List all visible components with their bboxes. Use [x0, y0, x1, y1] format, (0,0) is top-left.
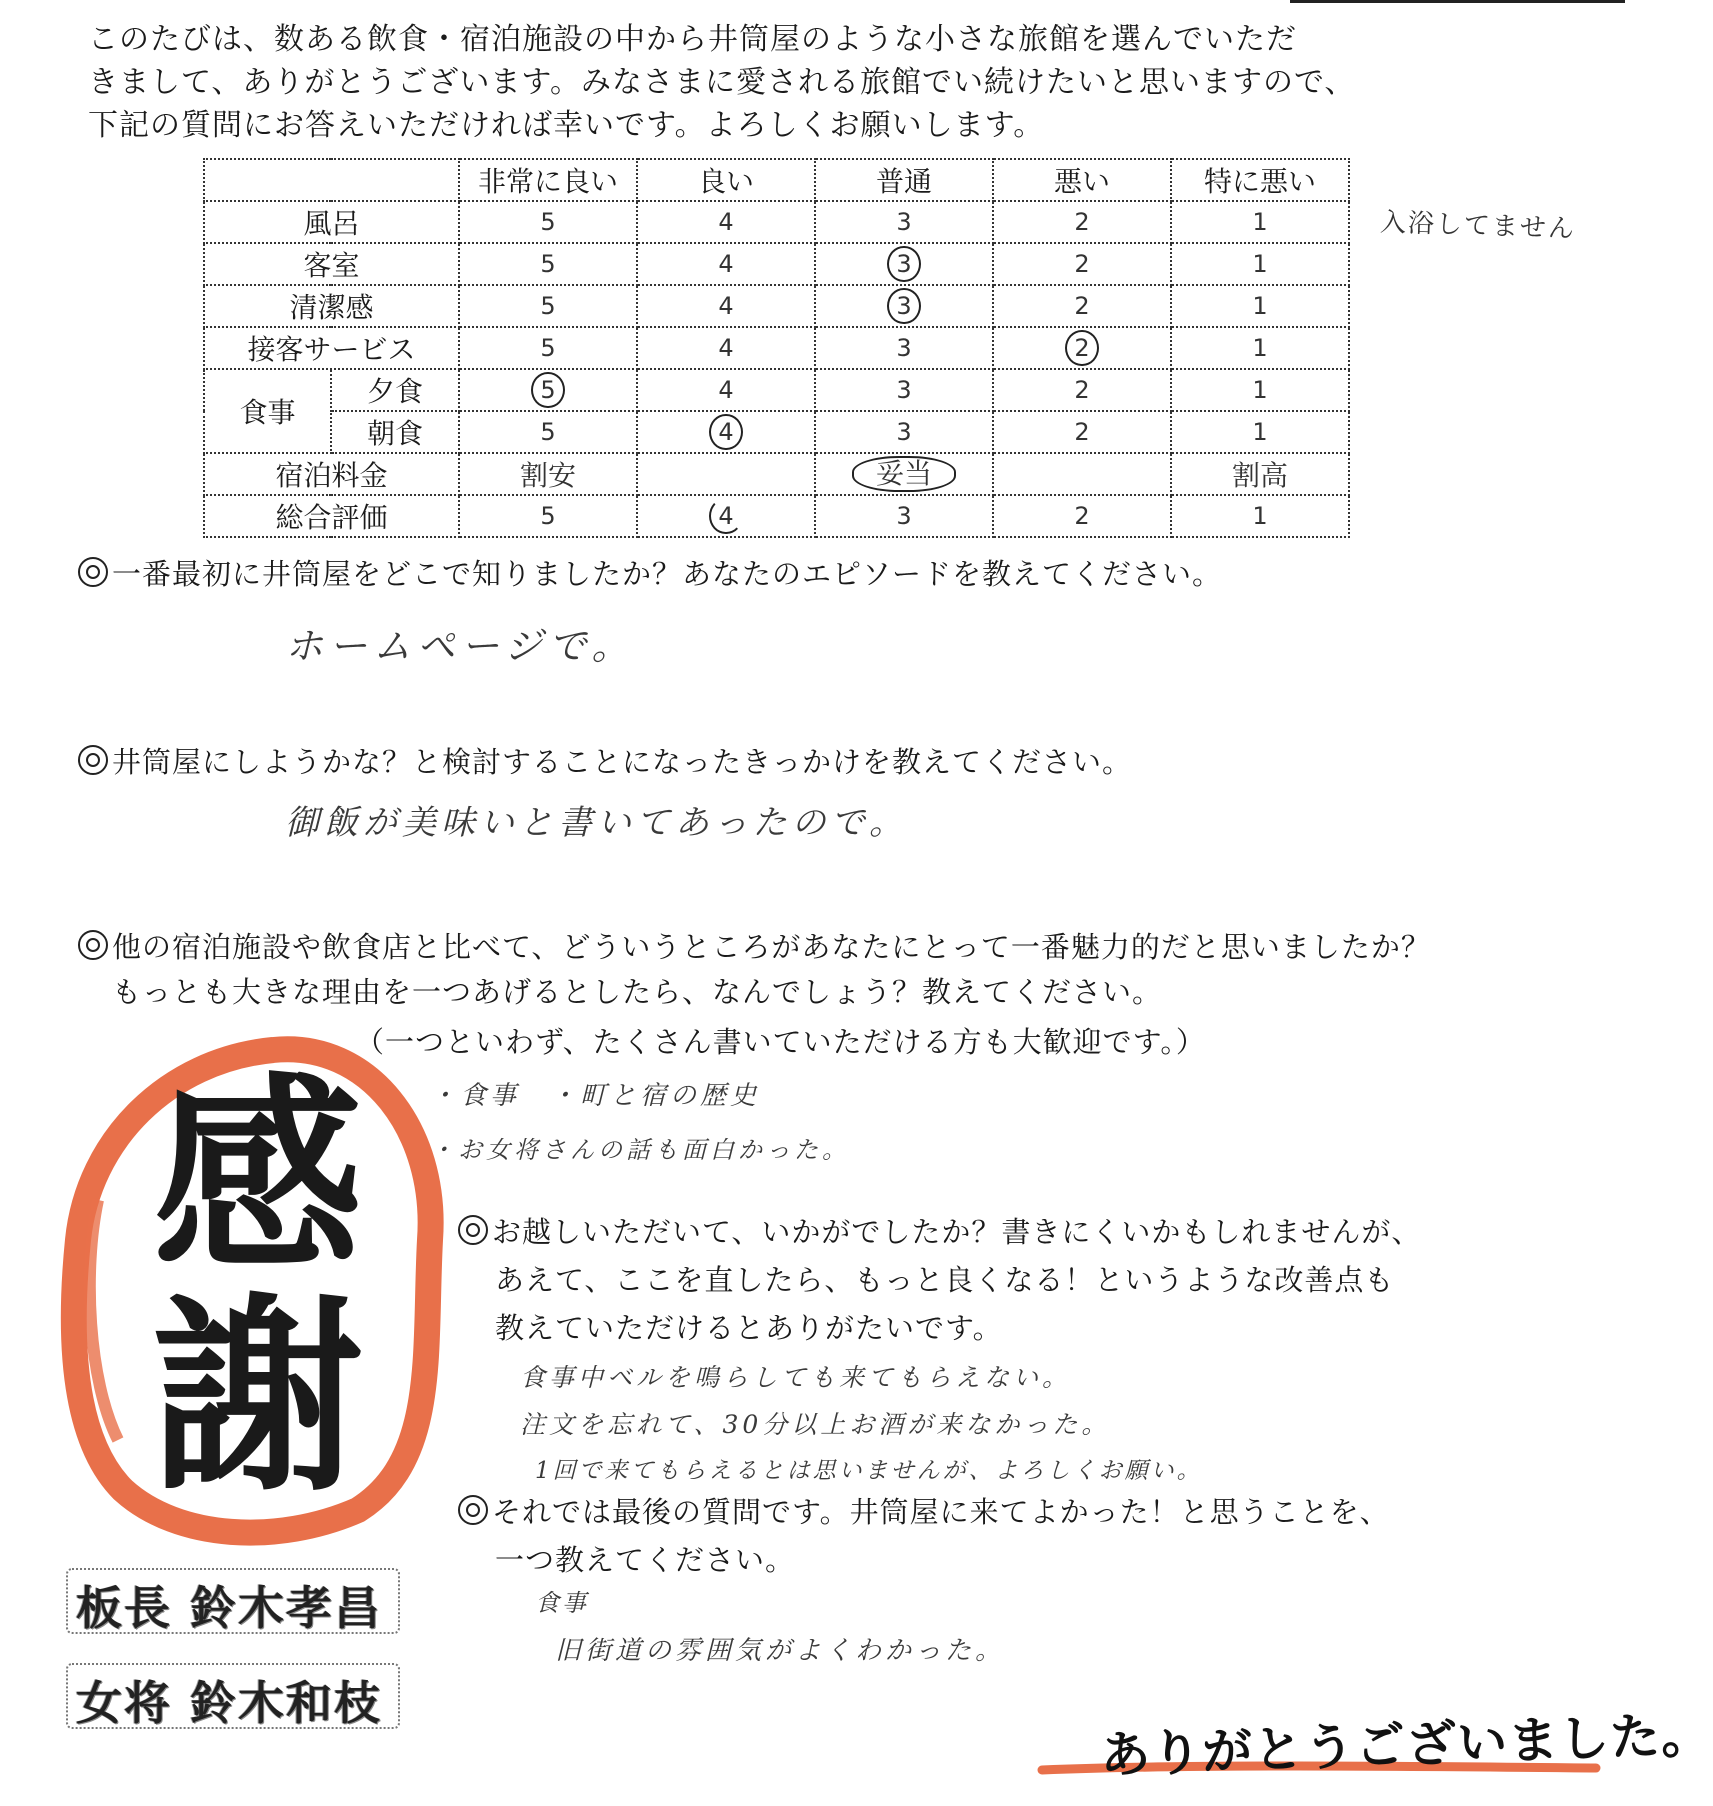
selected-rating: 3 — [887, 246, 920, 282]
rating-cell: 割安 — [459, 453, 637, 495]
question-text: それでは最後の質問です。井筒屋に来てよかった！と思うことを、 — [492, 1495, 1390, 1529]
rating-cell: 4 — [637, 285, 815, 327]
rating-cell: 2 — [993, 243, 1171, 285]
column-header: 悪い — [993, 159, 1171, 201]
rating-cell: 5 — [459, 285, 637, 327]
top-border-line — [1290, 0, 1625, 3]
stamp-char-bottom: 謝 — [152, 1273, 364, 1520]
answer-4-line2: 注文を忘れて、30分以上お酒が来なかった。 — [520, 1410, 1111, 1439]
question-4 — [458, 1210, 1421, 1251]
rating-cell: 4 — [637, 369, 815, 411]
rating-cell: 1 — [1171, 495, 1349, 537]
rating-cell: 5 — [459, 243, 637, 285]
question-1 — [78, 552, 1222, 593]
rating-table — [203, 158, 1350, 538]
rating-cell: 2 — [993, 495, 1171, 537]
rating-cell: 3 — [815, 495, 993, 537]
intro-text — [88, 18, 1448, 147]
rating-cell: 4 — [637, 243, 815, 285]
intro-line: きまして、ありがとうございます。みなさまに愛される旅館でい続けたいと思いますので、 — [88, 65, 1356, 100]
answer-5-line2: 旧街道の雰囲気がよくわかった。 — [555, 1636, 1006, 1666]
closing-message: ありがとうございました。 — [1099, 1704, 1713, 1785]
question-3-note: （一つといわず、たくさん書いていただける方も大歓迎です。） — [355, 1025, 1206, 1059]
rating-cell — [637, 453, 815, 495]
rating-cell-selected — [815, 285, 993, 327]
answer-1: ホームページで。 — [285, 624, 636, 668]
rating-cell: 5 — [459, 411, 637, 453]
question-3 — [78, 925, 1431, 966]
proprietress-name: 女将 鈴木和枝 — [76, 1676, 383, 1730]
answer-2: 御飯が美味いと書いてあったので。 — [285, 803, 908, 843]
question-text: 他の宿泊施設や飲食店と比べて、どういうところがあなたにとって一番魅力的だと思いましたか？ — [112, 930, 1431, 964]
question-4-line2: あえて、ここを直したら、もっと良くなる！というような改善点も — [495, 1263, 1395, 1297]
rating-cell: 1 — [1171, 327, 1349, 369]
row-label: 客室 — [204, 243, 459, 285]
thanks-stamp — [58, 1020, 458, 1540]
meal-group-label: 食事 — [204, 369, 331, 453]
rating-cell: 4 — [637, 201, 815, 243]
rating-cell: 5 — [459, 201, 637, 243]
intro-line: 下記の質問にお答えいただければ幸いです。よろしくお願いします。 — [88, 108, 1045, 143]
double-circle-icon — [78, 930, 108, 960]
rating-cell: 1 — [1171, 285, 1349, 327]
row-label: 清潔感 — [204, 285, 459, 327]
row-label: 接客サービス — [204, 327, 459, 369]
question-text: お越しいただいて、いかがでしたか？書きにくいかもしれませんが、 — [492, 1215, 1422, 1249]
selected-rating: 2 — [1065, 330, 1098, 366]
rating-cell: 3 — [815, 327, 993, 369]
chef-name: 板長 鈴木孝昌 — [76, 1581, 383, 1635]
rating-cell: 3 — [815, 411, 993, 453]
table-header-row — [204, 159, 1349, 201]
table-row — [204, 411, 1349, 453]
row-label: 宿泊料金 — [204, 453, 459, 495]
table-row — [204, 285, 1349, 327]
rating-cell: 2 — [993, 411, 1171, 453]
answer-5-line1: 食事 — [535, 1589, 589, 1617]
rating-cell: 1 — [1171, 201, 1349, 243]
rating-cell: 5 — [459, 327, 637, 369]
rating-cell: 4 — [637, 327, 815, 369]
rating-cell-selected — [637, 495, 815, 537]
selected-rating: 3 — [887, 288, 920, 324]
rating-cell: 割高 — [1171, 453, 1349, 495]
column-header: 非常に良い — [459, 159, 637, 201]
rating-cell-selected — [993, 327, 1171, 369]
rating-cell — [993, 453, 1171, 495]
double-circle-icon — [78, 557, 108, 587]
rating-cell-selected — [815, 453, 993, 495]
rating-cell: 2 — [993, 201, 1171, 243]
rating-cell: 1 — [1171, 243, 1349, 285]
answer-3-line2: ・お女将さんの話も面白かった。 — [430, 1136, 850, 1164]
bath-side-note: 入浴してません — [1379, 207, 1577, 245]
question-5-line2: 一つ教えてください。 — [495, 1543, 796, 1577]
table-row — [204, 495, 1349, 537]
selected-rating: 4 — [709, 414, 742, 450]
table-row — [204, 201, 1349, 243]
table-row — [204, 327, 1349, 369]
table-row — [204, 453, 1349, 495]
question-4-line3: 教えていただけるとありがたいです。 — [495, 1311, 1003, 1345]
rating-cell: 1 — [1171, 411, 1349, 453]
table-row — [204, 369, 1349, 411]
row-label: 風呂 — [204, 201, 459, 243]
stamp-char-top: 感 — [152, 1053, 364, 1300]
double-circle-icon — [78, 745, 108, 775]
rating-cell-selected — [637, 411, 815, 453]
column-header: 良い — [637, 159, 815, 201]
selected-rating: 5 — [531, 372, 564, 408]
question-text: 井筒屋にしようかな？と検討することになったきっかけを教えてください。 — [112, 745, 1133, 779]
question-5 — [458, 1490, 1390, 1531]
rating-cell: 2 — [993, 369, 1171, 411]
double-circle-icon — [458, 1495, 488, 1525]
question-text: 一番最初に井筒屋をどこで知りましたか？あなたのエピソードを教えてください。 — [112, 557, 1223, 591]
row-label: 朝食 — [331, 411, 459, 453]
rating-cell: 5 — [459, 495, 637, 537]
rating-cell-selected — [459, 369, 637, 411]
row-label: 総合評価 — [204, 495, 459, 537]
rating-cell-selected — [815, 243, 993, 285]
double-circle-icon — [458, 1215, 488, 1245]
question-2 — [78, 740, 1132, 781]
answer-4-line1: 食事中ベルを鳴らしても来てもらえない。 — [520, 1363, 1072, 1392]
rating-cell: 3 — [815, 369, 993, 411]
table-row — [204, 243, 1349, 285]
column-header: 特に悪い — [1171, 159, 1349, 201]
answer-3-line1: ・食事 ・町と宿の歴史 — [430, 1081, 761, 1111]
row-label: 夕食 — [331, 369, 459, 411]
column-header: 普通 — [815, 159, 993, 201]
rating-cell: 2 — [993, 285, 1171, 327]
table-corner — [204, 159, 459, 201]
answer-4-line3: 1回で来てもらえるとは思いませんが、よろしくお願い。 — [535, 1458, 1203, 1484]
selected-rating: 妥当 — [852, 456, 956, 492]
question-3-line2: もっとも大きな理由を一つあげるとしたら、なんでしょう？教えてください。 — [112, 975, 1163, 1009]
selected-rating: 4 — [709, 498, 742, 534]
intro-line: このたびは、数ある飲食・宿泊施設の中から井筒屋のような小さな旅館を選んでいただ — [88, 22, 1297, 57]
rating-cell: 1 — [1171, 369, 1349, 411]
rating-cell: 3 — [815, 201, 993, 243]
